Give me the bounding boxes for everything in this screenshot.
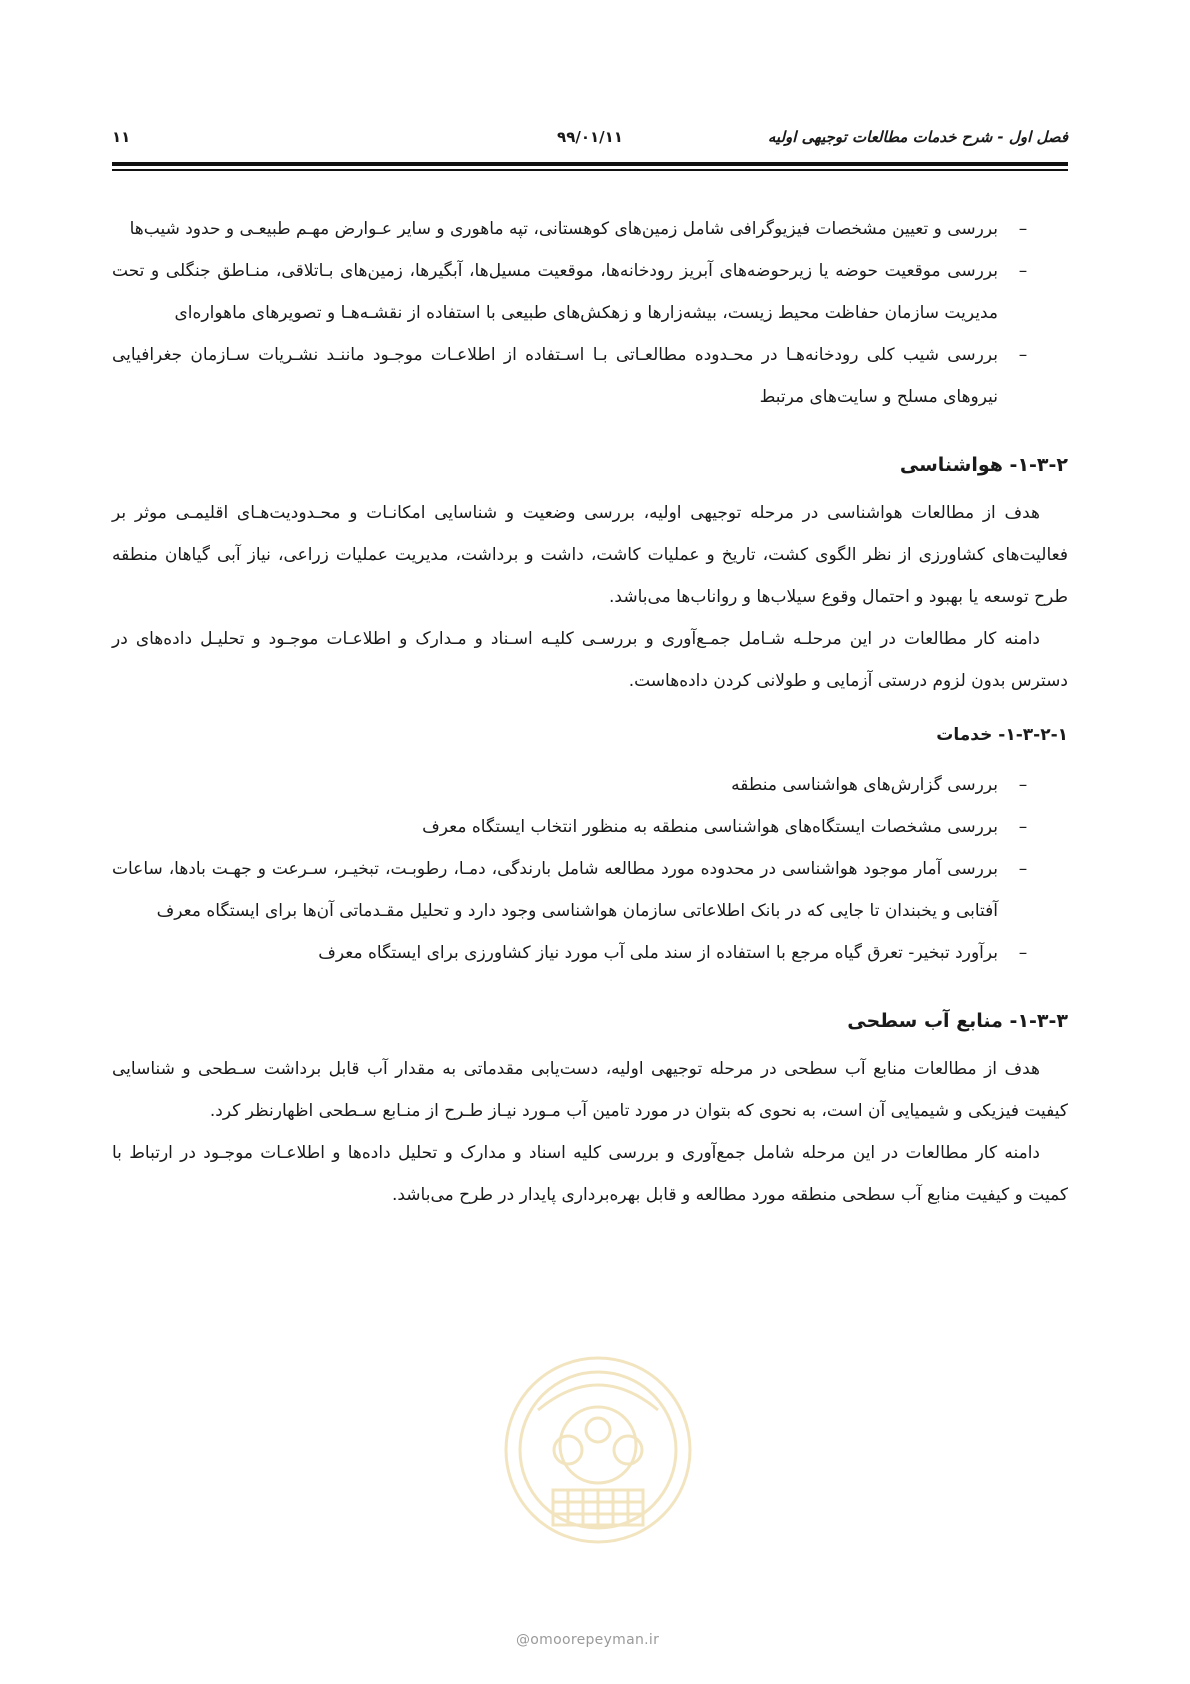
bullet-dash: – [1018, 943, 1028, 963]
bullet-text: بررسی موقعیت حوضه یا زیرحوضه‌های آبریز رودخانه‌ها، موقعیت مسیل‌ها، آبگیرها، زمین‌های بـاتلاقی، منـاطق جنگلی و تحت مدیریت سازمان حفاظت محیط زیست، بیشه‌زارها و زهکش‌های طبیعی با استفاده از نقشـه‌هـا و تصویرهای ماهواره‌ای [112, 261, 998, 323]
bullet-text: بررسی مشخصات ایستگاه‌های هواشناسی منطقه به منظور انتخاب ایستگاه معرف [422, 817, 998, 837]
chapter-title: فصل اول - شرح خدمات مطالعات توجیهی اولیه [767, 128, 1068, 146]
list-item [112, 334, 1068, 418]
bullet-dash: – [1018, 859, 1028, 879]
header-rule-thin [112, 169, 1068, 171]
list-item [112, 806, 1068, 848]
header-rule-thick [112, 162, 1068, 166]
section-heading-meteorology: ۱-۳-۲- هواشناسی [899, 454, 1068, 476]
page-number: ۱۱ [112, 128, 131, 146]
paragraph: دامنه کار مطالعات در این مرحلـه شـامل جمـع‌آوری و بررسـی کلیـه اسـناد و مـدارک و اطلاعـات موجـود و تحلیـل داده‌های در دسترس بدون لزوم درستی آزمایی و طولانی کردن داده‌هاست. [112, 629, 1068, 691]
services-bullet-list [112, 764, 1068, 974]
list-item [112, 932, 1068, 974]
bullet-dash: – [1018, 261, 1028, 281]
bullet-text: برآورد تبخیر- تعرق گیاه مرجع با استفاده از سند ملی آب مورد نیاز کشاورزی برای ایستگاه معرف [318, 943, 998, 963]
bullet-text: بررسی و تعیین مشخصات فیزیوگرافی شامل زمین‌های کوهستانی، تپه ماهوری و سایر عـوارض مهـم طبیعـی و حدود شیب‌ها [129, 219, 998, 239]
section-heading-surface-water: ۱-۳-۳- منابع آب سطحی [847, 1010, 1068, 1032]
list-item [112, 250, 1068, 334]
paragraph: دامنه کار مطالعات در این مرحله شامل جمع‌آوری و بررسی کلیه اسناد و مدارک و تحلیل داده‌ها و اطلاعـات موجـود در ارتباط با کمیت و کیفیت منابع آب سطحی منطقه مورد مطالعه و قابل بهره‌برداری پایدار در طرح می‌باشد. [112, 1143, 1068, 1205]
bullet-text: بررسی گزارش‌های هواشناسی منطقه [731, 775, 998, 795]
list-item [112, 208, 1068, 250]
bullet-dash: – [1018, 219, 1028, 239]
bullet-text: بررسی شیب کلی رودخانه‌هـا در محـدوده مطالعـاتی بـا اسـتفاده از اطلاعـات موجـود ماننـد نشـریات سـازمان جغرافیایی نیروهای مسلح و سایت‌های مرتبط [112, 345, 998, 407]
bullet-dash: – [1018, 775, 1028, 795]
watermark-url: @omoorepeyman.ir [516, 1632, 660, 1648]
page-body [112, 208, 1068, 1216]
list-item [112, 848, 1068, 932]
watermark-seal-icon [498, 1350, 698, 1550]
physiography-bullet-list [112, 208, 1068, 418]
bullet-dash: – [1018, 817, 1028, 837]
bullet-dash: – [1018, 345, 1028, 365]
paragraph: هدف از مطالعات هواشناسی در مرحله توجیهی اولیه، بررسی وضعیت و شناسایی امکانـات و محـدودیت‌هـای اقلیمـی موثر بر فعالیت‌های کشاورزی از نظر الگوی کشت، تاریخ و عملیات کاشت، داشت و برداشت، مدیریت عملیات زراعی، نیاز آبی گیاهان منطقه طرح توسعه یا بهبود و احتمال وقوع سیلاب‌ها و رواناب‌ها می‌باشد. [112, 503, 1068, 607]
subsection-heading-services: ۱-۳-۲-۱- خدمات [936, 725, 1068, 745]
page-header [112, 128, 1068, 158]
header-date: ۹۹/۰۱/۱۱ [557, 128, 623, 146]
paragraph: هدف از مطالعات منابع آب سطحی در مرحله توجیهی اولیه، دست‌یابی مقدماتی به مقدار آب قابل برداشت سـطحی و شناسایی کیفیت فیزیکی و شیمیایی آن است، به نحوی که بتوان در مورد تامین آب مـورد نیـاز طـرح از منـابع سـطحی اظهارنظر کرد. [112, 1059, 1068, 1121]
bullet-text: بررسی آمار موجود هواشناسی در محدوده مورد مطالعه شامل بارندگی، دمـا، رطوبـت، تبخیـر، سـرعت و جهـت بادها، ساعات آفتابی و یخبندان تا جایی که در بانک اطلاعاتی سازمان هواشناسی وجود دارد و تحلیل مقـدماتی آن‌ها برای ایستگاه معرف [112, 859, 998, 921]
list-item [112, 764, 1068, 806]
